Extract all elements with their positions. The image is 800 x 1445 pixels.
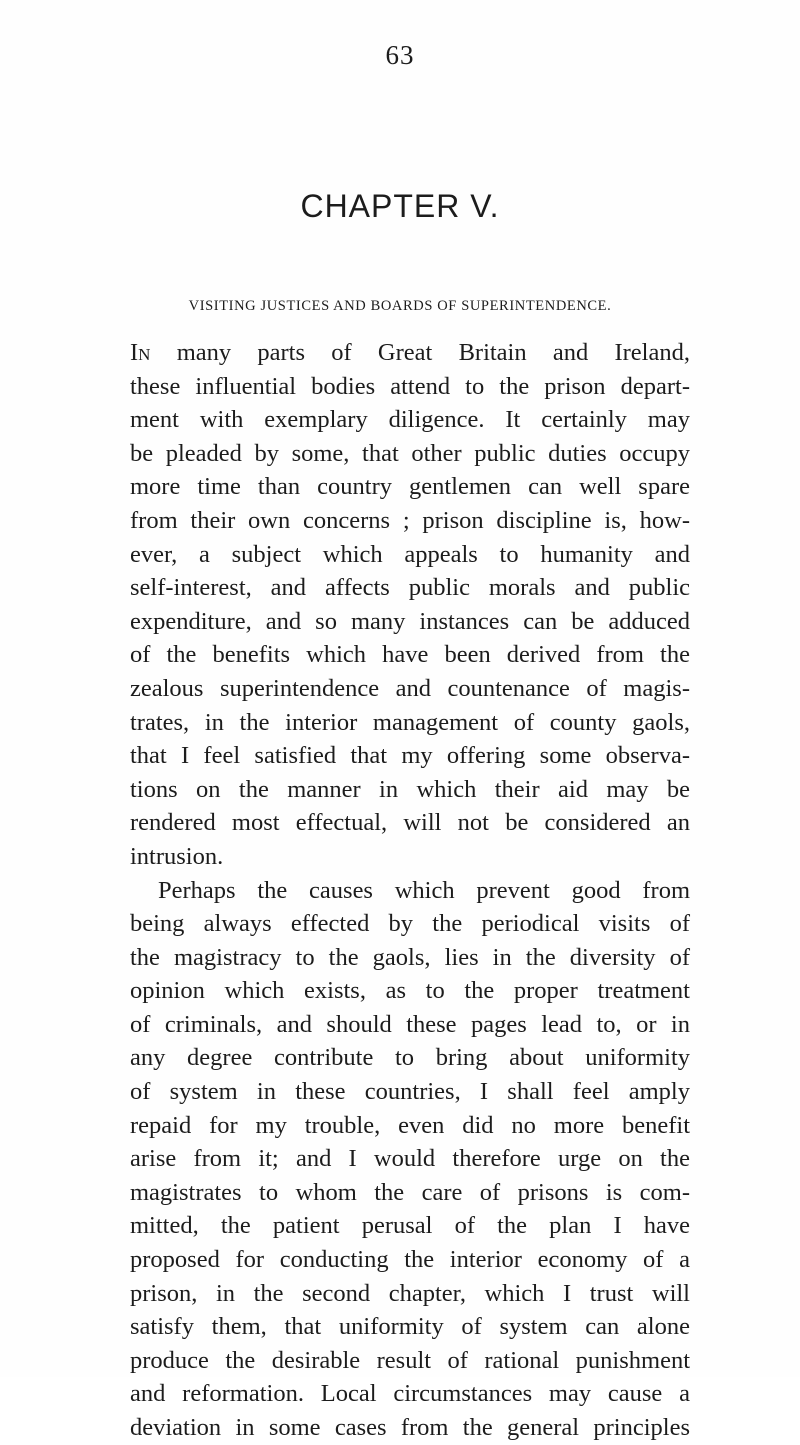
text-line: proposed for conducting the interior economy of a bbox=[130, 1246, 690, 1274]
text-line: mitted, the patient perusal of the plan I have bbox=[130, 1212, 690, 1240]
text-line: these influential bodies attend to the prison depart- bbox=[130, 372, 690, 400]
text-line: rendered most effectual, will not be considered an bbox=[130, 809, 690, 837]
text-line: magistrates to whom the care of prisons is com- bbox=[130, 1178, 690, 1206]
text-line: arise from it; and I would therefore urge on the bbox=[130, 1145, 690, 1173]
text-line: any degree contribute to bring about uniformity bbox=[130, 1044, 690, 1072]
text-line bbox=[130, 336, 690, 370]
text-line: produce the desirable result of rational punishment bbox=[130, 1346, 690, 1374]
text-line: tions on the manner in which their aid may be bbox=[130, 775, 690, 803]
text-line: repaid for my trouble, even did no more benefit bbox=[130, 1111, 690, 1139]
text-line: intrusion. bbox=[130, 842, 224, 870]
text-line: trates, in the interior management of county gaols, bbox=[130, 708, 690, 736]
text-line: more time than country gentlemen can well spare bbox=[130, 473, 690, 501]
text-line: prison, in the second chapter, which I trust will bbox=[130, 1279, 690, 1307]
lead-word: In bbox=[130, 339, 151, 366]
chapter-subtitle: VISITING JUSTICES AND BOARDS OF SUPERINTENDENCE. bbox=[188, 298, 612, 314]
text-line: of system in these countries, I shall feel amply bbox=[130, 1078, 690, 1106]
text-line: ment with exemplary diligence. It certainly may bbox=[130, 406, 690, 434]
text-line: that I feel satisfied that my offering some observa- bbox=[130, 742, 690, 770]
text-line: be pleaded by some, that other public duties occupy bbox=[130, 439, 690, 467]
text-line: ever, a subject which appeals to humanity and bbox=[130, 540, 690, 568]
text-line: the magistracy to the gaols, lies in the diversity of bbox=[130, 943, 690, 971]
page-number: 63 bbox=[385, 40, 415, 70]
text-line: satisfy them, that uniformity of system can alone bbox=[130, 1313, 690, 1341]
text-line: from their own concerns ; prison discipline is, how- bbox=[130, 506, 690, 534]
text-line: deviation in some cases from the general principles bbox=[130, 1414, 690, 1441]
text-line: expenditure, and so many instances can be adduced bbox=[130, 607, 690, 635]
text-line: Perhaps the causes which prevent good from bbox=[158, 876, 690, 904]
text-line: of criminals, and should these pages lead to, or in bbox=[130, 1010, 690, 1038]
text-line: and reformation. Local circumstances may cause a bbox=[130, 1380, 690, 1408]
text-line: being always effected by the periodical visits of bbox=[130, 910, 690, 938]
text-line-content: many parts of Great Britain and Ireland, bbox=[150, 339, 690, 366]
text-line: zealous superintendence and countenance of magis- bbox=[130, 674, 690, 702]
text-line: self-interest, and affects public morals and public bbox=[130, 574, 690, 602]
chapter-title: CHAPTER V. bbox=[300, 188, 500, 224]
text-line: of the benefits which have been derived from the bbox=[130, 641, 690, 669]
text-line: opinion which exists, as to the proper treatment bbox=[130, 977, 690, 1005]
body-text bbox=[130, 336, 690, 1445]
